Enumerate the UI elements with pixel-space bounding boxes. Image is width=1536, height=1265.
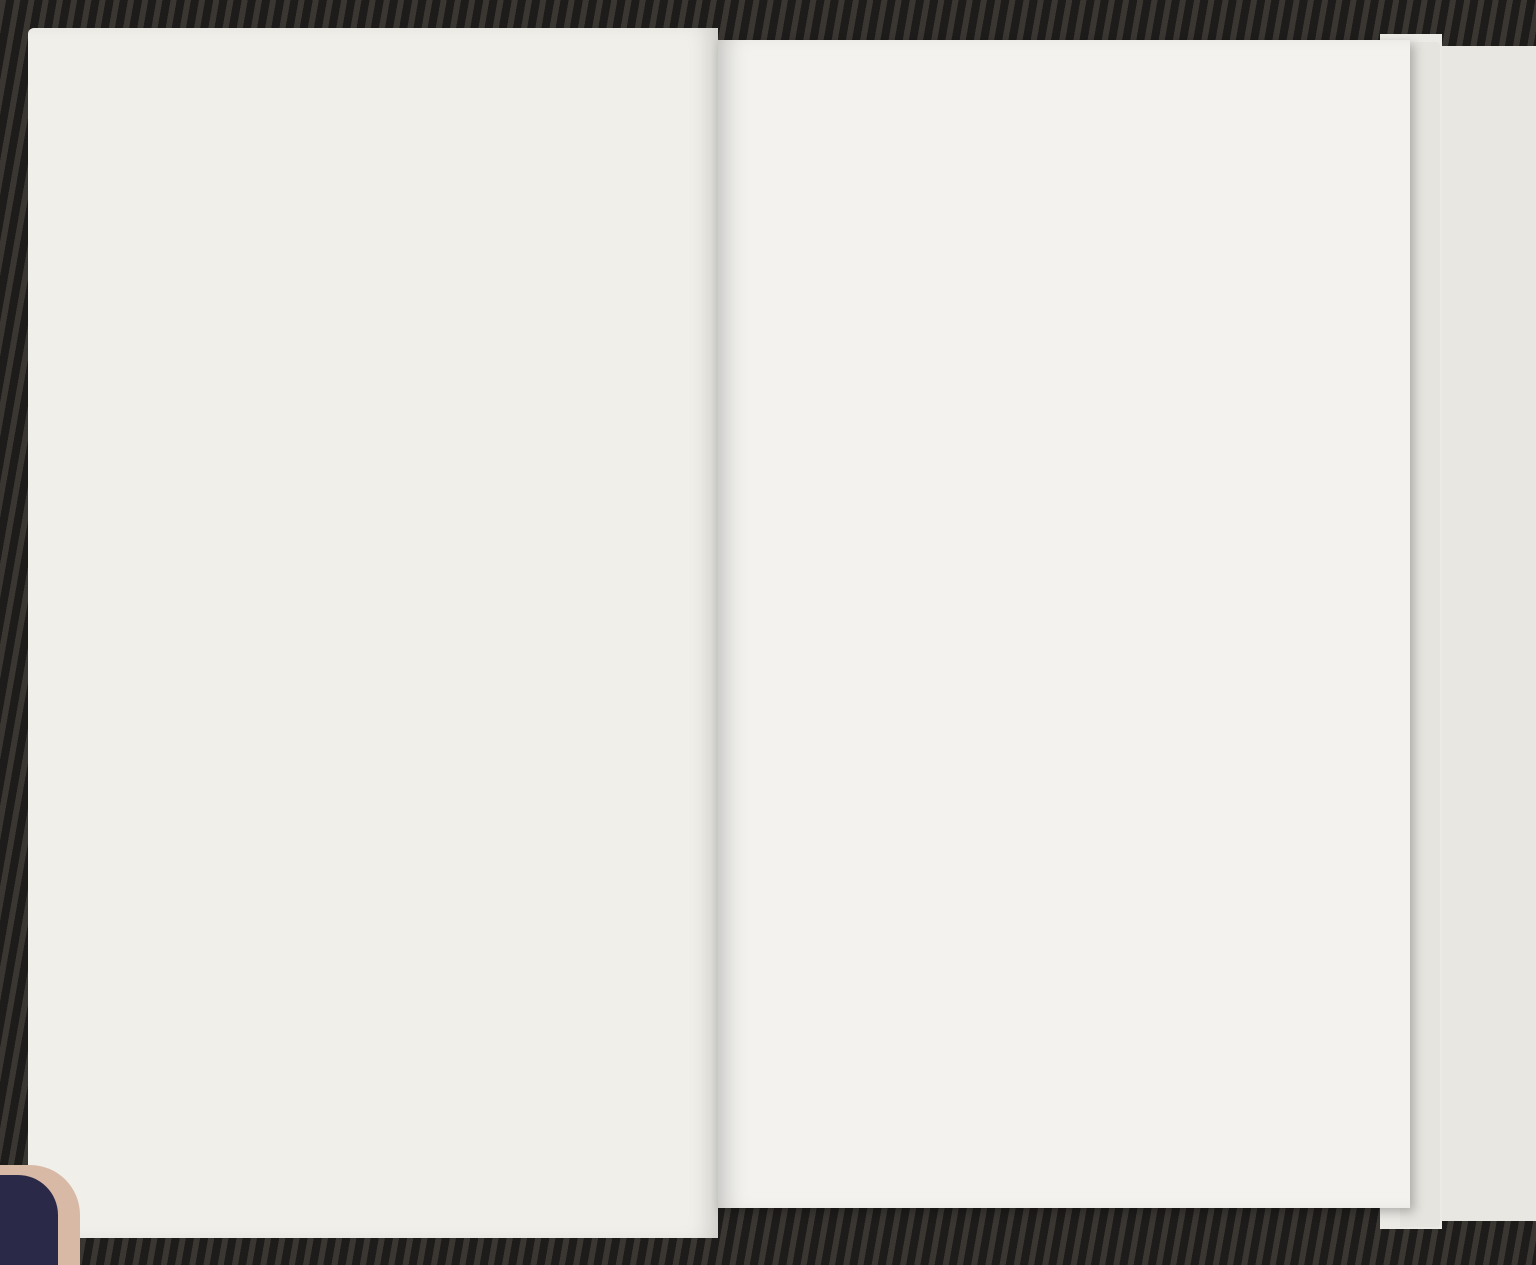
top-ornament-row — [774, 138, 1320, 160]
diary-text — [778, 420, 1338, 425]
bottom-ornament-row — [774, 1086, 1320, 1108]
right-page — [718, 40, 1410, 1208]
left-page — [28, 28, 718, 1238]
triangle-pattern — [104, 70, 674, 1130]
page-stack-edge — [1436, 46, 1536, 1221]
